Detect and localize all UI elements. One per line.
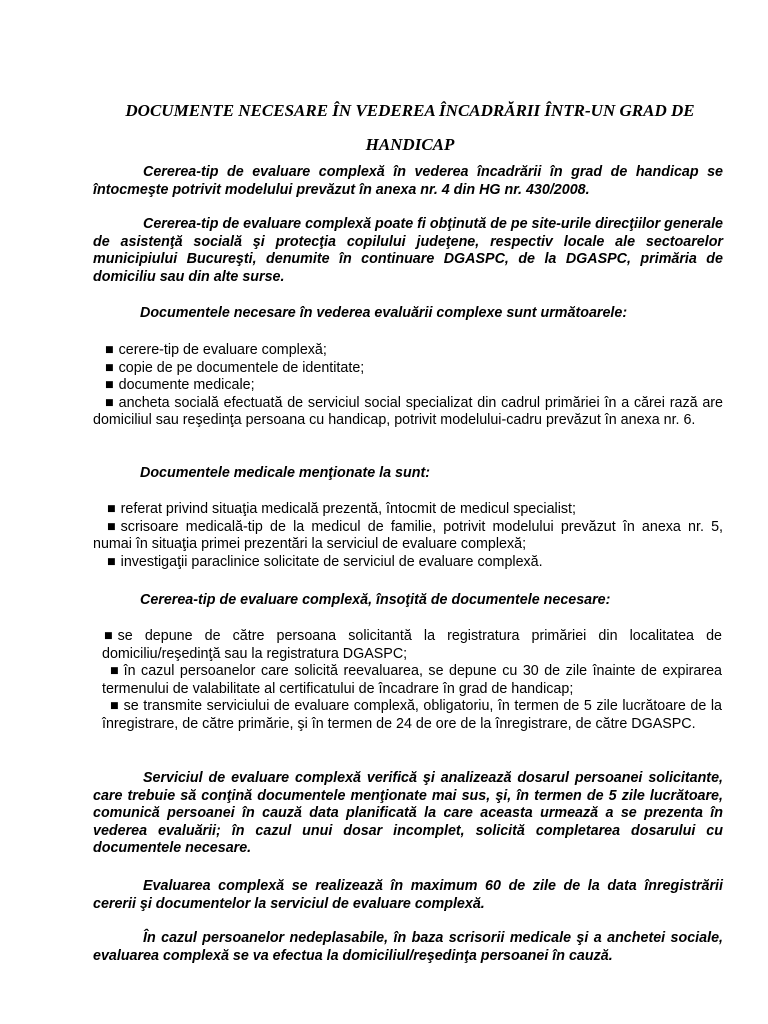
list-item <box>93 395 723 430</box>
list-item-text: se transmite serviciului de evaluare complexă, obligatoriu, în termen de 5 zile lucrătoare de la înregistrare, de către primărie, şi în termen de 24 de ore de la înregistrare, de către DGASPC. <box>102 698 722 732</box>
list-item-text: ancheta socială efectuată de serviciul social specializat din cadrul primăriei în a cărei rază are domiciliul sau reşedinţa persoana cu handicap, potrivit modelului-cadru prevăzut în anexa nr. 6. <box>93 394 723 428</box>
list-item <box>93 501 723 519</box>
submission-list <box>102 628 722 733</box>
document-title: DOCUMENTE NECESARE ÎN VEDEREA ÎNCADRĂRII ÎNTR-UN GRAD DE HANDICAP <box>125 101 695 154</box>
intro-paragraph-2: Cererea-tip de evaluare complexă poate fi obţinută de pe site-urile direcţiilor generale de asistenţă socială şi protecţia copilului judeţene, respectiv locale ale sectoarelor municipiului Bucureşti, denumite în continuare DGASPC, de la DGASPC, primăria de domiciliu sau din alte surse. <box>93 216 723 285</box>
bullet-icon: ■ <box>105 377 114 393</box>
list-item-text: referat privind situaţia medicală prezentă, întocmit de medicul specialist; <box>120 501 576 517</box>
list-item <box>93 360 723 378</box>
medical-documents-list <box>93 501 723 571</box>
list-item-text: documente medicale; <box>118 377 255 393</box>
bullet-icon: ■ <box>105 394 114 411</box>
list-item <box>93 342 723 360</box>
bullet-icon: ■ <box>105 342 114 358</box>
list-item <box>102 698 722 733</box>
list-item <box>102 628 722 663</box>
paragraph-verification: Serviciul de evaluare complexă verifică şi analizează dosarul persoanei solicitante, care trebuie să conţină documentele menţionate mai sus, şi, în termen de 5 zile lucrătoare, comunică persoanei în cauză data planificată la care aceasta urmează a se prezenta în vederea evaluării; în cazul unui dosar incomplet, solicită completarea dosarului cu documentele necesare. <box>93 770 723 856</box>
list-item-text: în cazul persoanelor care solicită reevaluarea, se depune cu 30 de zile înainte de expirarea termenului de valabilitate al certificatului de încadrare în grad de handicap; <box>102 663 722 697</box>
bullet-icon: ■ <box>110 663 119 679</box>
bullet-icon: ■ <box>104 628 113 644</box>
intro-paragraph-1: Cererea-tip de evaluare complexă în vederea încadrării în grad de handicap se întocmeşte potrivit modelului prevăzut în anexa nr. 4 din HG nr. 430/2008. <box>93 164 723 198</box>
required-documents-list <box>93 342 723 430</box>
list-item-text: scrisoare medicală-tip de la medicul de familie, potrivit modelului prevăzut în anexa nr. 5, numai în situaţia primei prezentări la serviciul de evaluare complexă; <box>93 518 723 552</box>
bullet-icon: ■ <box>107 518 116 535</box>
bullet-icon: ■ <box>105 359 114 376</box>
bullet-icon: ■ <box>107 501 116 517</box>
list-item-text: se depune de către persoana solicitantă la registratura primăriei din localitatea de domiciliu/reşedinţă sau la registratura DGASPC; <box>102 628 722 662</box>
paragraph-duration: Evaluarea complexă se realizează în maximum 60 de zile de la data înregistrării cererii şi documentelor la serviciul de evaluare complexă. <box>93 878 723 912</box>
heading-required-documents: Documentele necesare în vederea evaluării complexe sunt următoarele: <box>140 305 628 321</box>
list-item-text: investigaţii paraclinice solicitate de serviciul de evaluare complexă. <box>120 553 543 570</box>
list-item <box>93 554 723 572</box>
bullet-icon: ■ <box>107 553 116 570</box>
list-item <box>102 663 722 698</box>
list-item-text: cerere-tip de evaluare complexă; <box>118 342 327 358</box>
paragraph-home-evaluation: În cazul persoanelor nedeplasabile, în baza scrisorii medicale şi a anchetei sociale, evaluarea complexă se va efectua la domiciliul/reşedinţa persoanei în cauză. <box>93 930 723 964</box>
list-item-text: copie de pe documentele de identitate; <box>118 359 365 376</box>
heading-medical-documents: Documentele medicale menţionate la sunt: <box>140 465 430 481</box>
heading-submission: Cererea-tip de evaluare complexă, însoţită de documentele necesare: <box>140 592 611 608</box>
bullet-icon: ■ <box>110 698 119 714</box>
list-item <box>93 377 723 395</box>
list-item <box>93 519 723 554</box>
